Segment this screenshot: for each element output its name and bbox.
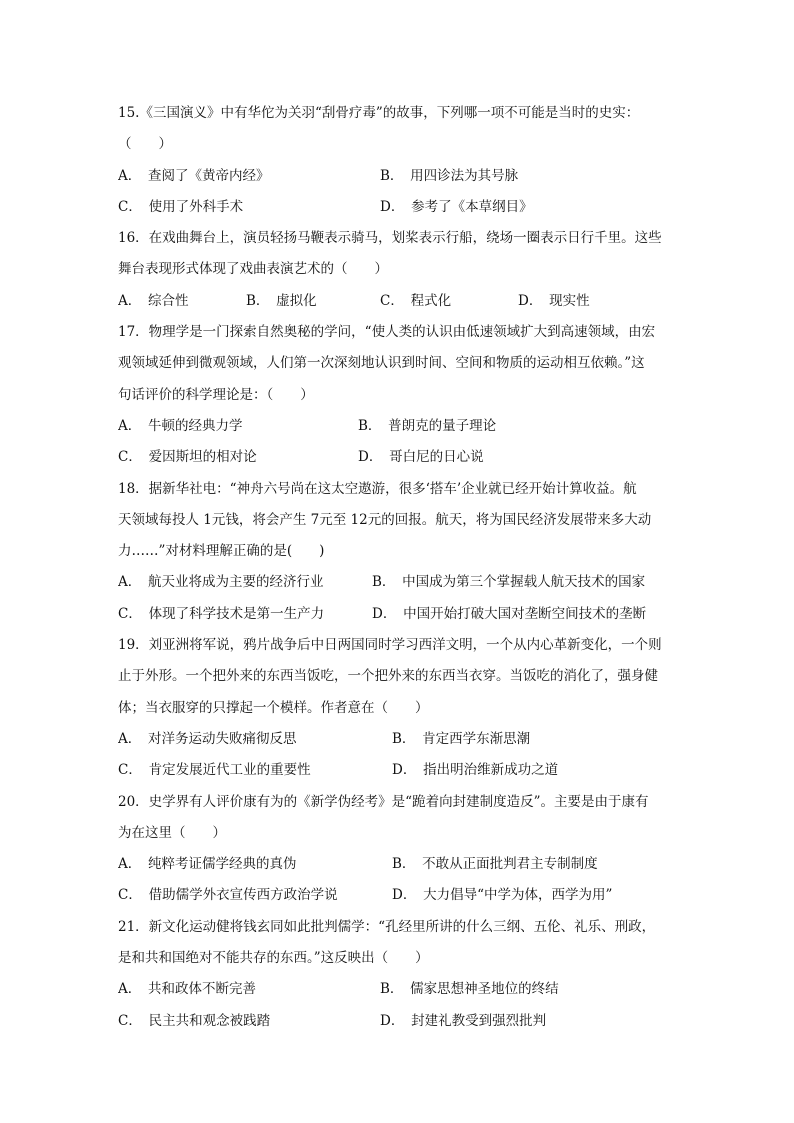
option-A[interactable]: A． 查阅了《黄帝内经》 bbox=[118, 167, 270, 184]
option-row bbox=[118, 567, 678, 598]
option-row bbox=[118, 755, 678, 786]
option-D[interactable]: D． 指出明治维新成功之道 bbox=[392, 762, 559, 779]
question-20 bbox=[118, 787, 678, 912]
option-B[interactable]: B． 肯定西学东渐思潮 bbox=[392, 730, 531, 747]
option-row bbox=[118, 192, 678, 223]
question-21 bbox=[118, 912, 678, 1037]
option-D[interactable]: D． 大力倡导“中学为体，西学为用” bbox=[392, 887, 613, 904]
question-stem-line: 19．刘亚洲将军说，鸦片战争后中日两国同时学习西洋文明，一个从内心革新变化，一个则 bbox=[118, 637, 662, 654]
question-stem-line: 天领域每投人 1元钱，将会产生 7元至 12元的回报。航天，将为国民经济发展带来多大动 bbox=[118, 511, 652, 528]
question-stem-line: 17．物理学是一门探索自然奥秘的学问，“使人类的认识由低速领域扩大到高速领域，由宏 bbox=[118, 324, 656, 341]
option-B[interactable]: B． 中国成为第三个掌握载人航天技术的国家 bbox=[372, 574, 646, 591]
option-C[interactable]: C． 程式化 bbox=[380, 292, 452, 309]
question-18 bbox=[118, 474, 678, 630]
question-19 bbox=[118, 630, 678, 786]
question-stem-line: 体；当衣服穿的只撑起一个模样。作者意在（ ） bbox=[118, 699, 429, 716]
question-15 bbox=[118, 98, 678, 223]
option-row bbox=[118, 724, 678, 755]
option-D[interactable]: D． 参考了《本草纲目》 bbox=[380, 198, 533, 215]
option-A[interactable]: A． 航天业将成为主要的经济行业 bbox=[118, 574, 324, 591]
option-A[interactable]: A． 牛顿的经典力学 bbox=[118, 417, 243, 434]
question-stem-line: 观领域延伸到微观领域，人们第一次深刻地认识到时间、空间和物质的运动相互依赖。”这 bbox=[118, 355, 645, 372]
question-stem-line: 21．新文化运动健将钱玄同如此批判儒学：“孔经里所讲的什么三纲、五伦、礼乐、刑政， bbox=[118, 918, 656, 935]
question-stem-line: 句话评价的科学理论是：（ ） bbox=[118, 386, 314, 403]
option-C[interactable]: C． 民主共和观念被践踏 bbox=[118, 1012, 271, 1029]
question-stem-line: 舞台表现形式体现了戏曲表演艺术的（ ） bbox=[118, 261, 388, 278]
option-C[interactable]: C． 肯定发展近代工业的重要性 bbox=[118, 762, 311, 779]
option-B[interactable]: B． 儒家思想神圣地位的终结 bbox=[380, 981, 559, 998]
question-17 bbox=[118, 317, 678, 473]
option-D[interactable]: D． 封建礼教受到强烈批判 bbox=[380, 1012, 547, 1029]
option-row bbox=[118, 411, 678, 442]
question-16 bbox=[118, 223, 678, 317]
option-B[interactable]: B． 用四诊法为其号脉 bbox=[380, 167, 519, 184]
option-D[interactable]: D． 哥白尼的日心说 bbox=[358, 449, 484, 466]
question-list bbox=[118, 98, 678, 1037]
option-C[interactable]: C． 爱因斯坦的相对论 bbox=[118, 449, 257, 466]
option-B[interactable]: B． 普朗克的量子理论 bbox=[358, 417, 497, 434]
option-A[interactable]: A． 共和政体不断完善 bbox=[118, 981, 256, 998]
option-A[interactable]: A． 对洋务运动失败痛彻反思 bbox=[118, 730, 297, 747]
question-stem-line: 止于外形。一个把外来的东西当饭吃，一个把外来的东西当衣穿。当饭吃的消化了，强身健 bbox=[118, 668, 658, 685]
option-row bbox=[118, 849, 678, 880]
question-stem-line: 为在这里（ ） bbox=[118, 824, 226, 841]
option-D[interactable]: D． 中国开始打破大国对垄断空间技术的垄断 bbox=[372, 605, 647, 622]
option-C[interactable]: C． 体现了科学技术是第一生产力 bbox=[118, 605, 325, 622]
question-stem-line: 力……”对材料理解正确的是( ) bbox=[118, 543, 325, 560]
option-row bbox=[118, 1006, 678, 1037]
option-B[interactable]: B． 不敢从正面批判君主专制制度 bbox=[392, 856, 598, 873]
option-C[interactable]: C． 借助儒学外衣宣传西方政治学说 bbox=[118, 887, 338, 904]
option-row bbox=[118, 442, 678, 473]
option-row bbox=[118, 161, 678, 192]
option-A[interactable]: A． 综合性 bbox=[118, 292, 189, 309]
question-stem-line: 16．在戏曲舞台上，演员轻扬马鞭表示骑马，划桨表示行船，绕场一圈表示日行千里。这些 bbox=[118, 230, 662, 247]
option-row bbox=[118, 286, 678, 317]
question-stem-line: （ ） bbox=[118, 136, 172, 153]
question-stem-line: 是和共和国绝对不能共存的东西。”这反映出（ ） bbox=[118, 950, 429, 967]
option-row bbox=[118, 974, 678, 1005]
option-C[interactable]: C． 使用了外科手术 bbox=[118, 198, 244, 215]
option-B[interactable]: B． 虚拟化 bbox=[246, 292, 317, 309]
option-row bbox=[118, 880, 678, 911]
question-stem-line: 18．据新华社电：“神舟六号尚在这太空遨游，很多‘搭车’企业就已经开始计算收益。航 bbox=[118, 480, 637, 497]
option-row bbox=[118, 599, 678, 630]
option-A[interactable]: A． 纯粹考证儒学经典的真伪 bbox=[118, 856, 297, 873]
question-stem-line: 15.《三国演义》中有华佗为关羽“刮骨疗毒”的故事，下列哪一项不可能是当时的史实： bbox=[118, 105, 640, 121]
question-stem-line: 20．史学界有人评价康有为的《新学伪经考》是“跪着向封建制度造反”。主要是由于康有 bbox=[118, 793, 649, 810]
option-D[interactable]: D． 现实性 bbox=[518, 292, 590, 309]
